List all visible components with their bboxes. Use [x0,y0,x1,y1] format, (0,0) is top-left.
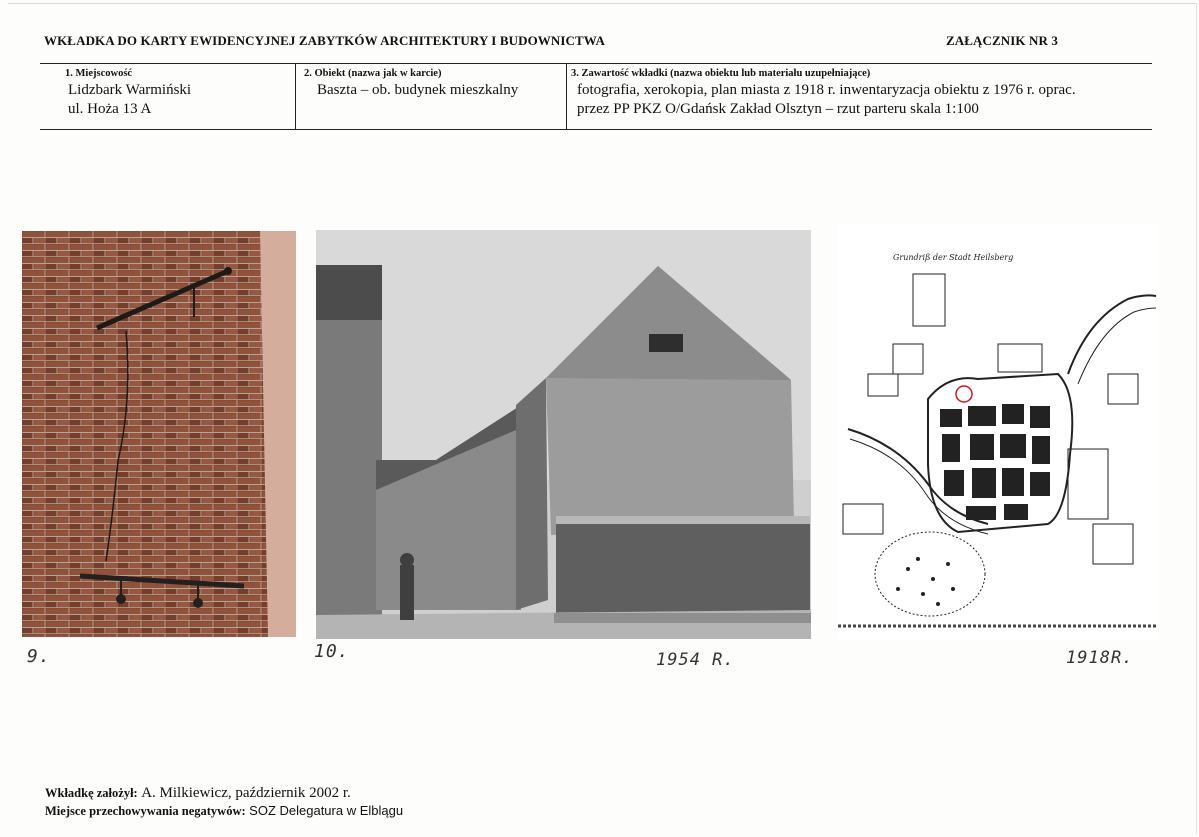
info-table [40,63,1152,130]
object-line-1: Baszta – ob. budynek mieszkalny [317,82,519,98]
negatives-label: Miejsce przechowywania negatywów: [45,804,246,818]
created-by-value: A. Milkiewicz, październik 2002 r. [141,785,351,801]
negatives-location [45,803,403,820]
photo-street-1954 [316,230,811,639]
figure-10-year: 1954 R. [656,650,735,670]
photo-brick-wall [22,231,296,637]
contents-line-1: fotografia, xerokopia, plan miasta z 1918 r. inwentaryzacja obiektu z 1976 r. oprac. [577,82,1076,98]
location-line-1: Lidzbark Warmiński [68,82,192,98]
contents-cell [566,64,1153,129]
map-caption: Grundriß der Stadt Heilsberg [893,253,1014,262]
object-label: 2. Obiekt (nazwa jak w karcie) [304,68,442,79]
location-cell [40,64,295,129]
annex-number: ZAŁĄCZNIK NR 3 [946,33,1058,48]
figure-10-number: 10. [314,641,350,662]
location-line-2: ul. Hoża 13 A [68,101,152,117]
figure-9-number: 9. [27,646,51,667]
created-by-label: Wkładkę założył: [45,786,138,800]
contents-line-2: przez PP PKZ O/Gdańsk Zakład Olsztyn – rzut parteru skala 1:100 [577,101,979,117]
created-by [45,785,351,802]
location-value [68,81,191,119]
object-cell [295,64,567,129]
negatives-value: SOZ Delegatura w Elblągu [249,803,404,818]
form-title: WKŁADKA DO KARTY EWIDENCYJNEJ ZABYTKÓW ARCHITEKTURY I BUDOWNICTWA [44,33,605,48]
location-label: 1. Miejscowość [65,68,133,79]
contents-value [577,81,1076,119]
object-value [317,81,518,100]
contents-label: 3. Zawartość wkładki (nazwa obiektu lub materiału uzupełniające) [571,68,871,79]
figure-map-year: 1918R. [1066,648,1134,668]
map-city-plan-1918 [838,224,1158,641]
